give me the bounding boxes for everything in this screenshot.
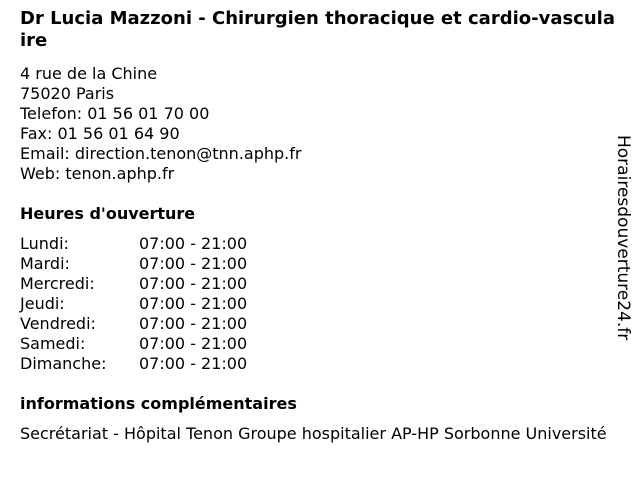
opening-hours-table bbox=[20, 234, 632, 374]
info-text: Secrétariat - Hôpital Tenon Groupe hospitalier AP-HP Sorbonne Université bbox=[20, 424, 607, 443]
day-label: Jeudi: bbox=[20, 294, 65, 313]
time-range: 07:00 - 21:00 bbox=[139, 294, 248, 313]
hours-row-thursday bbox=[20, 294, 632, 314]
time-range: 07:00 - 21:00 bbox=[139, 334, 248, 353]
hours-row-friday bbox=[20, 314, 632, 334]
site-watermark: Horairesdouverture24.fr bbox=[613, 135, 633, 341]
day-label: Vendredi: bbox=[20, 314, 96, 333]
street-address: 4 rue de la Chine bbox=[20, 64, 158, 83]
hours-row-tuesday bbox=[20, 254, 632, 274]
day-label: Mardi: bbox=[20, 254, 70, 273]
hours-heading: Heures d'ouverture bbox=[20, 204, 196, 223]
hours-row-sunday bbox=[20, 354, 632, 374]
email-address: Email: direction.tenon@tnn.aphp.fr bbox=[20, 144, 302, 163]
city-postcode: 75020 Paris bbox=[20, 84, 115, 103]
time-range: 07:00 - 21:00 bbox=[139, 354, 248, 373]
page-title: Dr Lucia Mazzoni - Chirurgien thoracique et cardio-vasculaire bbox=[20, 8, 615, 51]
time-range: 07:00 - 21:00 bbox=[139, 314, 248, 333]
time-range: 07:00 - 21:00 bbox=[139, 234, 248, 253]
day-label: Samedi: bbox=[20, 334, 86, 353]
fax-number: Fax: 01 56 01 64 90 bbox=[20, 124, 180, 143]
hours-row-wednesday bbox=[20, 274, 632, 294]
address-block bbox=[20, 64, 632, 184]
day-label: Mercredi: bbox=[20, 274, 95, 293]
phone-number: Telefon: 01 56 01 70 00 bbox=[20, 104, 210, 123]
day-label: Dimanche: bbox=[20, 354, 107, 373]
time-range: 07:00 - 21:00 bbox=[139, 274, 248, 293]
business-card bbox=[20, 8, 632, 444]
time-range: 07:00 - 21:00 bbox=[139, 254, 248, 273]
website: Web: tenon.aphp.fr bbox=[20, 164, 175, 183]
info-heading: informations complémentaires bbox=[20, 394, 297, 413]
hours-row-saturday bbox=[20, 334, 632, 354]
day-label: Lundi: bbox=[20, 234, 69, 253]
hours-row-monday bbox=[20, 234, 632, 254]
